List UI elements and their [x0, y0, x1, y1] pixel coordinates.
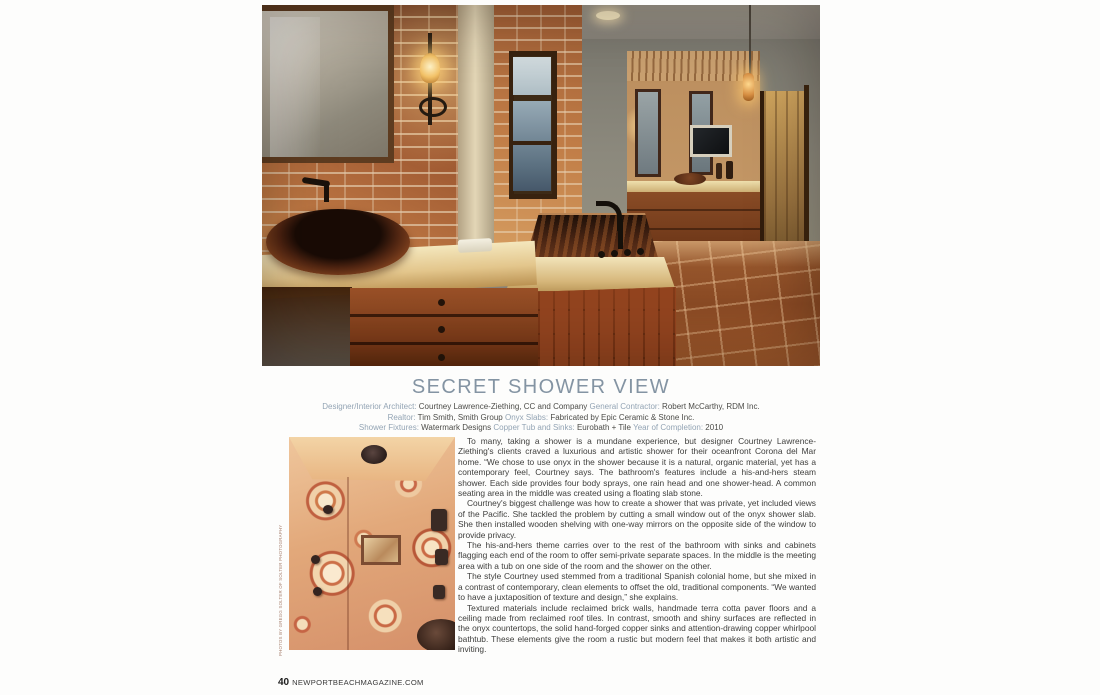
shower-valve	[431, 509, 447, 531]
credit-label: Designer/Interior Architect:	[322, 402, 417, 411]
page-footer	[278, 672, 424, 690]
shower-valve	[435, 549, 448, 565]
shower-corner-seam	[347, 477, 349, 650]
article-header	[262, 376, 820, 434]
magazine-website: NEWPORTBEACHMAGAZINE.COM	[292, 678, 424, 687]
body-spray-jet	[311, 555, 320, 564]
body-paragraph: The his-and-hers theme carries over to the rest of the bathroom with sinks and cabinets flagging each end of the room to offer semi-private separate spaces. In the middle is the meeting area with a tub on one side of the room and the shower on the other.	[458, 540, 816, 571]
credit-label: Onyx Slabs:	[504, 412, 549, 422]
credit-value: Tim Smith, Smith Group	[417, 412, 503, 422]
credit-value: Fabricated by Epic Ceramic & Stone Inc.	[550, 412, 695, 422]
photo-vignette	[262, 5, 820, 366]
body-paragraph: Textured materials include reclaimed brick walls, handmade terra cotta paver floors and a ceiling made from reclaimed roof tiles. In contrast, smooth and shiny surfaces are reflected in the onyx countertops, the solid hand-forged copper sinks and attention-drawing copper whirlpool bathtub. These elements give the room a rustic but modern feel that makes it both artistic and inviting.	[458, 602, 816, 655]
credit-line-2	[262, 413, 820, 424]
credit-value: Courtney Lawrence-Ziething, CC and Company	[418, 402, 588, 411]
tub-edge	[417, 619, 455, 650]
page-number: 40	[278, 677, 290, 688]
body-paragraph: Courtney's biggest challenge was how to create a shower that was private, yet included views of the Pacific. She tackled the problem by cutting a small window out of the onyx shower slab. She then installed wooden shelving with one-way mirrors on the opposite side of the window to provide privacy.	[458, 498, 816, 540]
shower-window-niche	[361, 535, 401, 565]
credit-label: Realtor:	[387, 412, 416, 422]
body-paragraph: To many, taking a shower is a mundane experience, but designer Courtney Lawrence-Ziething's clients craved a luxurious and artistic shower for their oceanfront Corona del Mar home. “We chose to use onyx in the shower because it is a natural, organic material, yet has a contemporary feel, Courtney says. The bathroom's features include a his-and-hers steam shower. Each side provides four body sprays, one rain head and one shower-head. A common seating area in the middle was created using a floating slab stone.	[458, 436, 816, 499]
credit-value: Robert McCarthy, RDM Inc.	[662, 402, 760, 411]
credit-value: 2010	[705, 423, 724, 433]
credit-label: Shower Fixtures:	[358, 423, 419, 433]
credit-value: Watermark Designs	[421, 423, 492, 433]
credit-line-1	[262, 402, 820, 413]
credit-label: Copper Tub and Sinks:	[493, 423, 575, 433]
rain-shower-head	[361, 445, 387, 464]
credit-value: Eurobath + Tile	[576, 423, 632, 433]
onyx-shower-photo	[289, 437, 455, 650]
credits-block	[262, 402, 820, 434]
article-body	[458, 436, 816, 655]
main-bathroom-photo	[262, 5, 820, 366]
credit-line-3	[262, 423, 820, 434]
credit-label: Year of Completion:	[633, 423, 704, 433]
article-title: SECRET SHOWER VIEW	[411, 376, 671, 398]
shower-valve	[433, 585, 445, 599]
body-paragraph: The style Courtney used stemmed from a traditional Spanish colonial home, but she mixed in a contrast of contemporary, clean elements to offset the old, traditional components. “We wanted to have a juxtaposition of texture and design,” she explains.	[458, 571, 816, 603]
photo-credit: PHOTOS BY GREGG SOLTER OF SOLTER PHOTOGRAPHY	[278, 524, 283, 656]
body-spray-jet	[323, 505, 333, 514]
body-spray-jet	[313, 587, 322, 596]
credit-label: General Contractor:	[589, 402, 660, 411]
